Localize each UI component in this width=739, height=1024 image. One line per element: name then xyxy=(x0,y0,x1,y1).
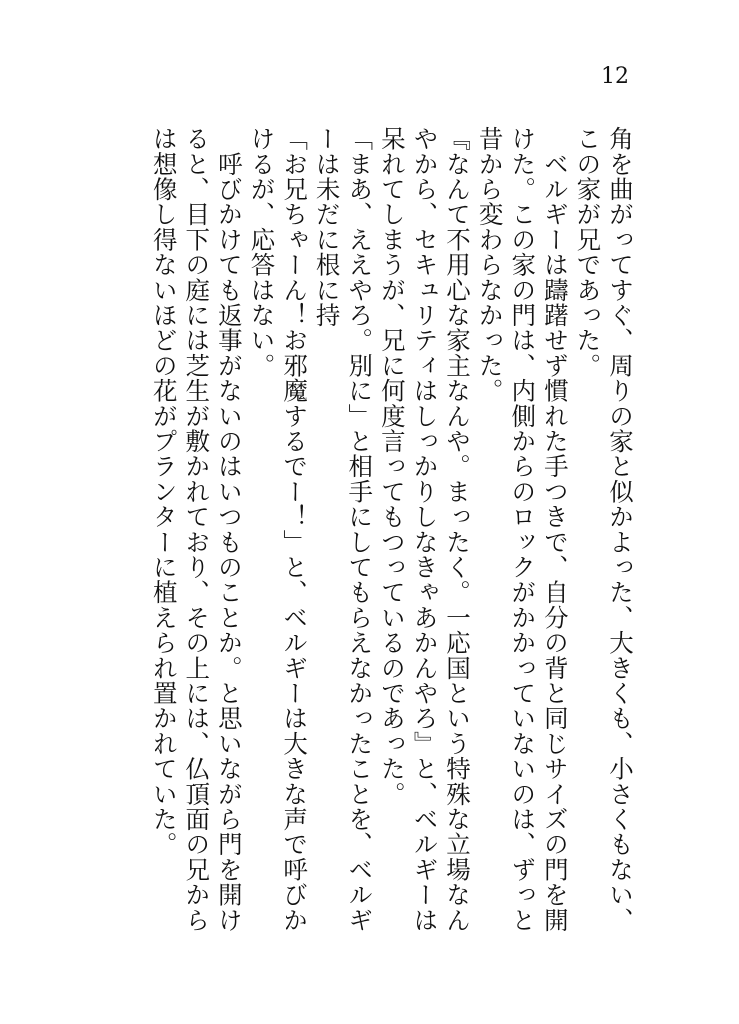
paragraph-2: ベルギーは躊躇せず慣れた手つきで、自分の背と同じサイズの門を開けた。この家の門は、内側からのロックがかかっていないのは、ずっと昔から変わらなかった。 xyxy=(475,126,570,933)
paragraph-4: 「まあ、ええやろ。別に」と相手にしてもらえなかったことを、ベルギーは未だに根に持 xyxy=(312,126,375,933)
paragraph-3: 『なんて不用心な家主なんや。まったく。一応国という特殊な立場なんやから、セキュリティはしっかりしなきゃあかんやろ』と、ベルギーは呆れてしまうが、兄に何度言ってもつっているのであった。 xyxy=(377,126,473,933)
paragraph-6: 呼びかけても返事がないのはいつものことか。と思いながら門を開けると、目下の庭には芝生が敷かれており、その上には、仏頂面の兄からは想像し得ないほどの花がプランターに植えられ置かれていた。 xyxy=(149,126,244,933)
paragraph-5: 「お兄ちゃーん！お邪魔するでー！」と、ベルギーは大きな声で呼びかけるが、応答はない。 xyxy=(247,126,310,933)
vertical-text-body xyxy=(86,126,636,956)
page-number: 12 xyxy=(601,64,629,89)
paragraph-1: 角を曲がってすぐ、周りの家と似かよった、大きくも、小さくもない、この家が兄であった。 xyxy=(573,126,635,933)
